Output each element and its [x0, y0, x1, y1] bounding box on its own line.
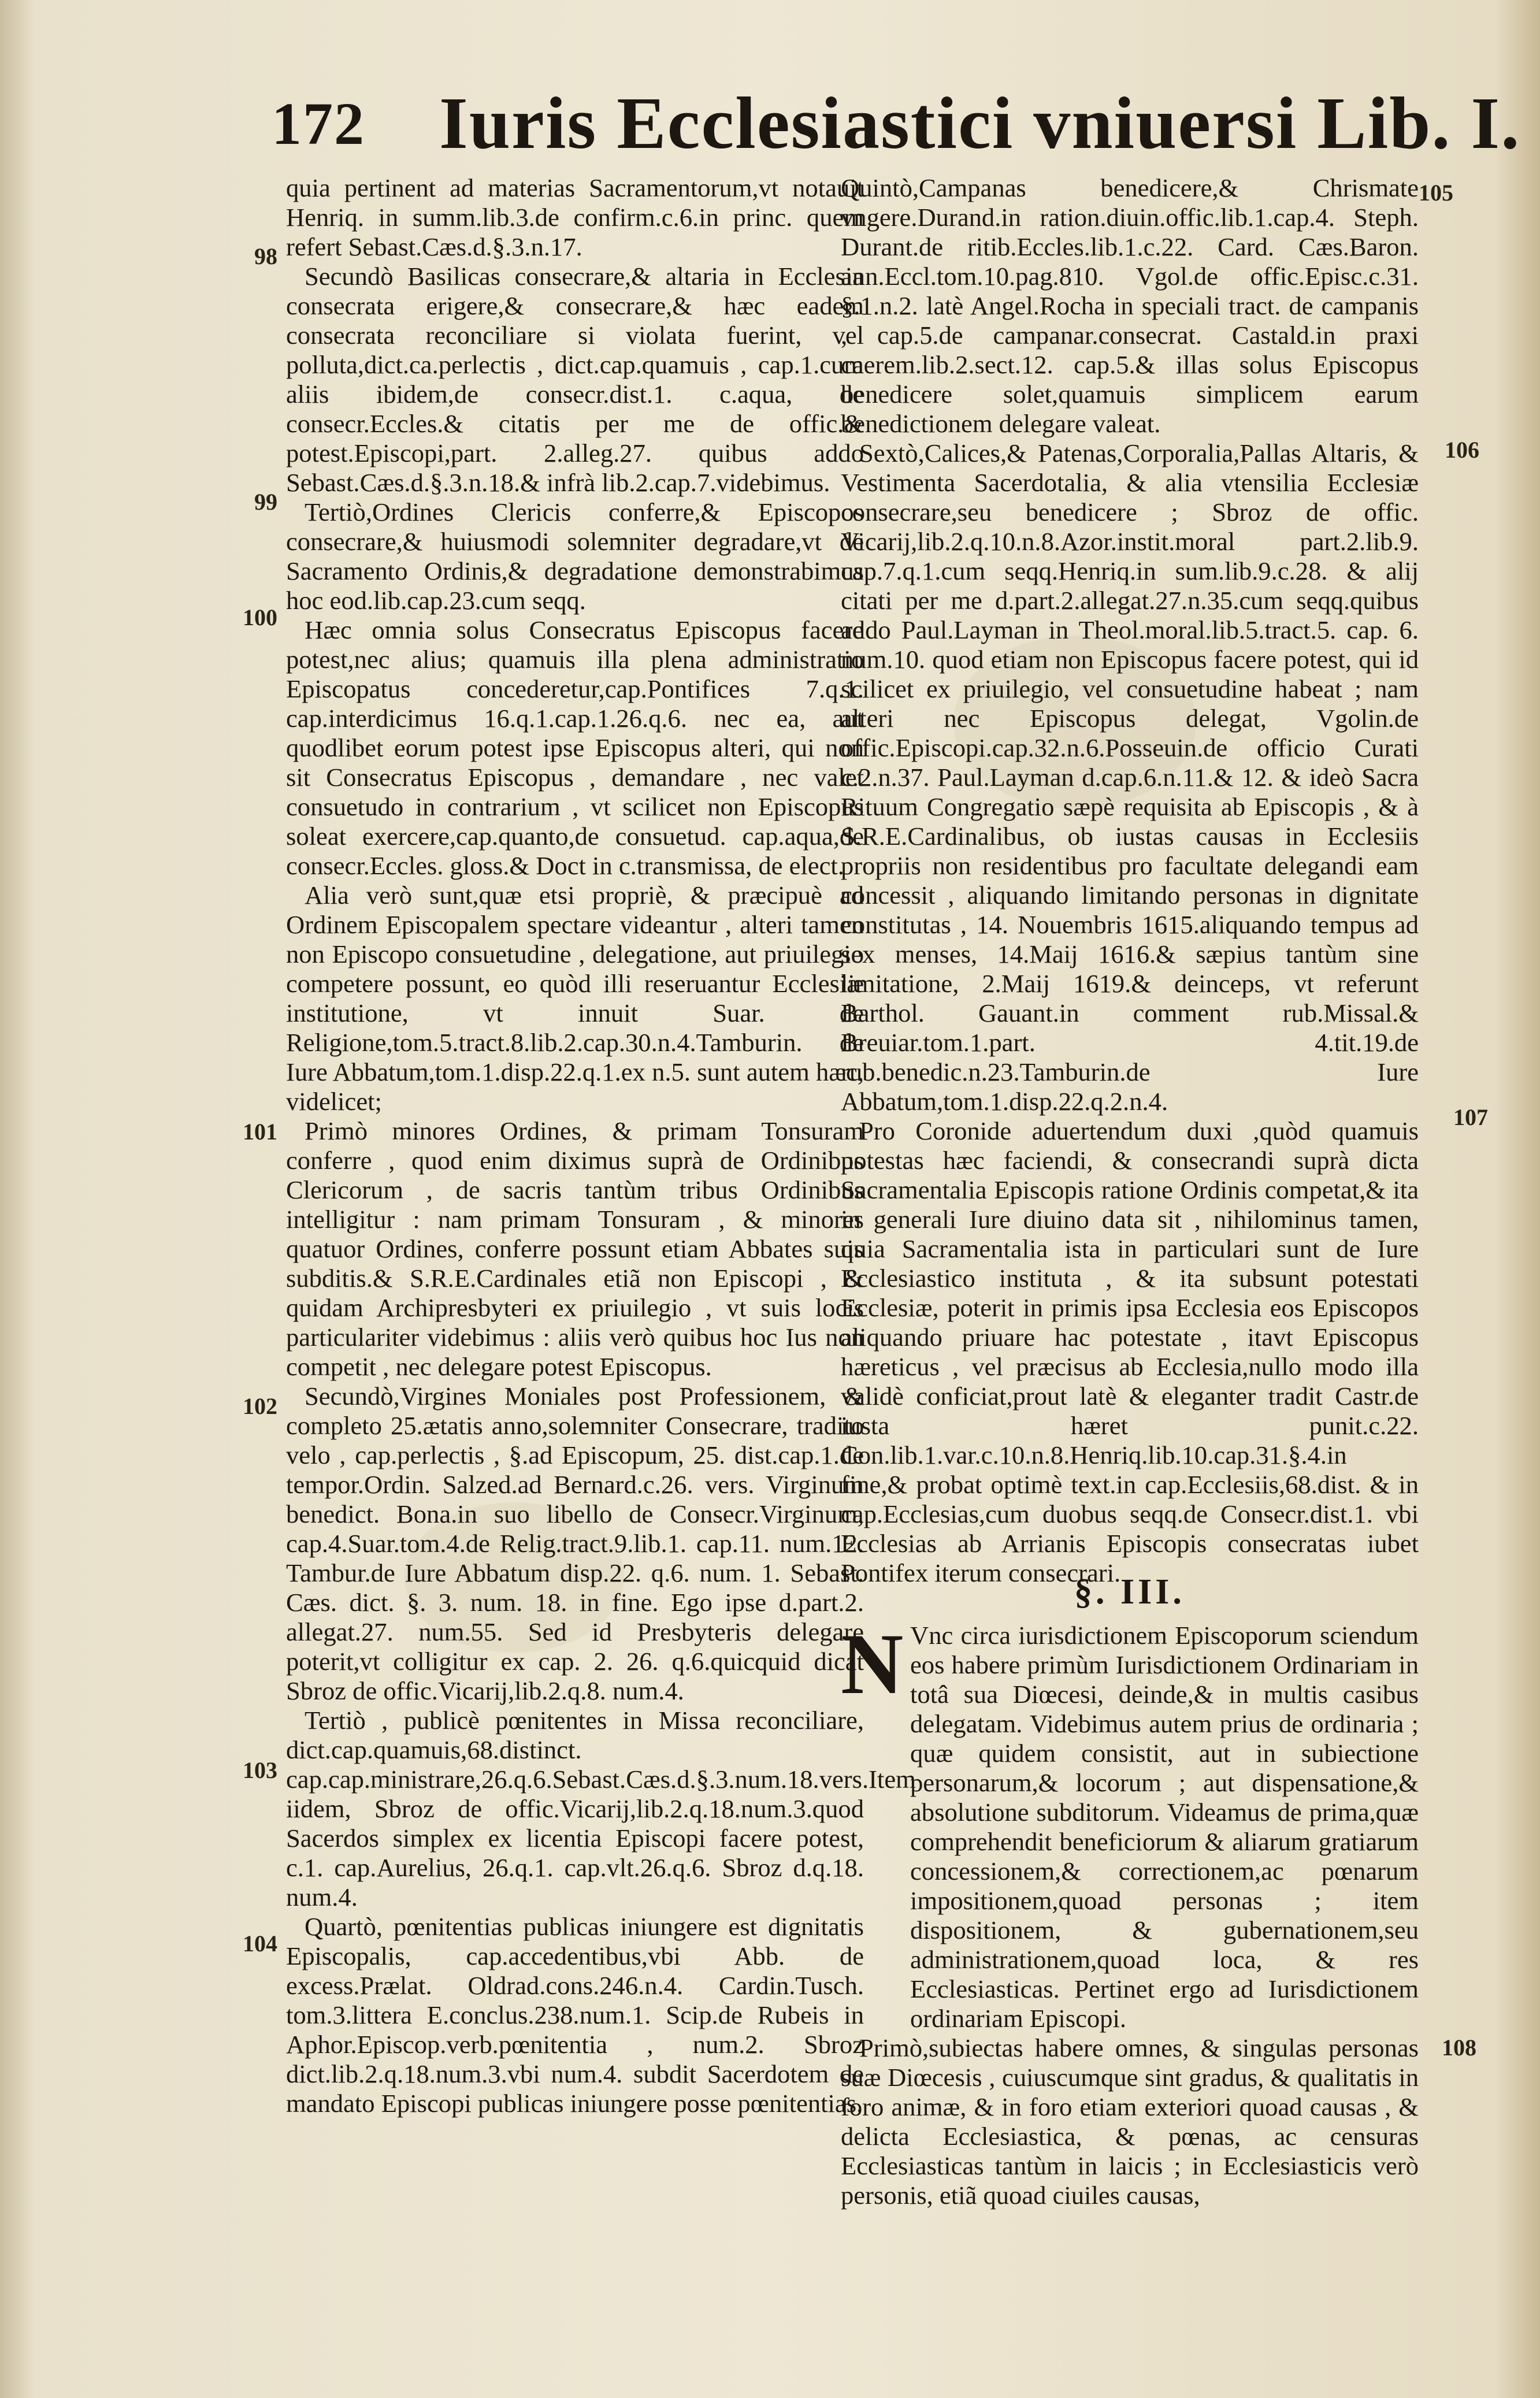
paragraph: Alia verò sunt,quæ etsi propriè, & præcipuè ad Ordinem Episcopalem spectare videantur , alteri tamen non Episcopo consuetudine , delegatione, aut priuilegio competere possunt, eo quòd illi reseruantur Ecclesiæ institutione, vt innuit Suar. de Religione,tom.5.tract.8.lib.2.cap.30.n.4.Tamburin. de Iure Abbatum,tom.1.disp.22.q.1.ex n.5. sunt autem hæc, videlicet; — [286, 881, 864, 1116]
right-column — [841, 173, 1419, 1588]
margin-number: 101 — [243, 1119, 277, 1145]
margin-number: 104 — [243, 1931, 277, 1957]
paragraph: Tertiò , publicè pœnitentes in Missa reconciliare, dict.cap.quamuis,68.distinct. cap.cap.ministrare,26.q.6.Sebast.Cæs.d.§.3.num.18.vers.Item iidem, Sbroz de offic.Vicarij,lib.2.q.18.num.3.quod Sacerdos simplex ex licentia Episcopi facere potest, c.1. cap.Aurelius, 26.q.1. cap.vlt.26.q.6. Sbroz d.q.18. num.4. — [286, 1706, 916, 1911]
paragraph: Tertiò,Ordines Clericis conferre,& Episcopos consecrare,& huiusmodi solemniter degradare,vt de Sacramento Ordinis,& degradatione demonstrabimus hoc eod.lib.cap.23.cum seqq. — [286, 498, 864, 615]
paragraph: Quintò,Campanas benedicere,& Chrismate vngere.Durand.in ration.diuin.offic.lib.1.cap.4. Steph. Durant.de ritib.Eccles.lib.1.c.22. Card. Cæs.Baron. ann.Eccl.tom.10.pag.810. Vgol.de offic.Episc.c.31. §.1.n.2. latè Angel.Rocha in speciali tract. de campanis , cap.5.de campanar.consecrat. Castald.in praxi caerem.lib.2.sect.12. cap.5.& illas solus Episcopus benedicere solet,quamuis simplicem earum benedictionem delegare valeat. — [841, 173, 1419, 438]
margin-number: 108 — [1442, 2035, 1476, 2061]
section-heading: §. III. — [1074, 1572, 1185, 1612]
margin-number: 100 — [243, 604, 277, 630]
section-body — [841, 1616, 1419, 2210]
running-title: Iuris Ecclesiastici vniuersi Lib. I. — [439, 82, 1521, 164]
margin-number: 105 — [1419, 180, 1453, 206]
paragraph: quia pertinent ad materias Sacramentorum,vt notauit Henriq. in summ.lib.3.de confirm.c.6.in princ. quem refert Sebast.Cæs.d.§.3.n.17. — [286, 173, 864, 261]
margin-number: 106 — [1445, 437, 1479, 463]
drop-cap: N — [841, 1616, 904, 1712]
left-column — [286, 173, 916, 2118]
paragraph: Secundò,Virgines Moniales post Professionem, & completo 25.ætatis anno,solemniter Consecrare, tradito velo , cap.perlectis , §.ad Episcopum, 25. dist.cap.1.de tempor.Ordin. Salzed.ad Bernard.c.26. vers. Virginum benedict. Bona.in suo libello de Consecr.Virginum, cap.4.Suar.tom.4.de Relig.tract.9.lib.1. cap.11. num.12. Tambur.de Iure Abbatum disp.22. q.6. num. 1. Sebast. Cæs. dict. §. 3. num. 18. in fine. Ego ipse d.part.2. allegat.27. num.55. Sed id Presbyteris delegare poterit,vt colligitur ex cap. 2. 26. q.6.quicquid dicat Sbroz de offic.Vicarij,lib.2.q.8. num.4. — [286, 1382, 864, 1705]
paragraph: Pro Coronide aduertendum duxi ,quòd quamuis potestas hæc faciendi, & consecrandi suprà dicta Sacramentalia Episcopis ratione Ordinis competat,& ita in generali Iure diuino data sit , nihilominus tamen, quia Sacramentalia ista in particulari sunt de Iure Ecclesiastico instituta , & ita subsunt potestati Ecclesiæ, poterit in primis ipsa Ecclesia eos Episcopos aliquando priuare hac potestate , itavt Episcopus hæreticus , vel præcisus ab Ecclesia,nullo modo illa validè conficiat,prout latè & eleganter tradit Castr.de iusta hæret punit.c.22. Con.lib.1.var.c.10.n.8.Henriq.lib.10.cap.31.§.4.in fine,& probat optimè text.in cap.Ecclesiis,68.dist. & in cap.Ecclesias,cum duobus seqq.de Consecr.dist.1. vbi Ecclesias ab Arrianis Episcopis consecratas iubet Pontifex iterum consecrari. — [841, 1116, 1419, 1587]
page-number: 172 — [272, 91, 365, 157]
margin-number: 99 — [254, 489, 277, 515]
margin-number: 107 — [1453, 1104, 1488, 1130]
paragraph: Vnc circa iurisdictionem Episcoporum sciendum eos habere primùm Iurisdictionem Ordinariam in totâ sua Diœcesi, deinde,& in multis casibus delegatam. Videbimus autem prius de ordinaria ; quæ quidem consistit, aut in subiectione personarum,& locorum ; aut dispensatione,& absolutione subditorum. Videamus de prima,quæ comprehendit beneficiorum & aliarum gratiarum concessionem,& correctionem,ac pœnarum impositionem,quoad personas ; item dispositionem, & gubernationem,seu administrationem,quoad loca, & res Ecclesiasticas. Pertinet ergo ad Iurisdictionem ordinariam Episcopi. — [910, 1621, 1419, 2033]
paragraph: Quartò, pœnitentias publicas iniungere est dignitatis Episcopalis, cap.accedentibus,vbi Abb. de excess.Prælat. Oldrad.cons.246.n.4. Cardin.Tusch. tom.3.littera E.conclus.238.num.1. Scip.de Rubeis in Aphor.Episcop.verb.pœnitentia , num.2. Sbroz dict.lib.2.q.18.num.3.vbi num.4. subdit Sacerdotem de mandato Episcopi publicas iniungere posse pœnitentias. — [286, 1912, 864, 2118]
margin-number: 102 — [243, 1393, 277, 1419]
margin-number: 103 — [243, 1757, 277, 1783]
paragraph: Hæc omnia solus Consecratus Episcopus facere potest,nec alius; quamuis illa plena administratio Episcopatus concederetur,cap.Pontifices 7.q.1. cap.interdicimus 16.q.1.cap.1.26.q.6. nec ea, aut quodlibet eorum potest ipse Episcopus alteri, qui non sit Consecratus Episcopus , demandare , nec valet consuetudo in contrarium , vt scilicet non Episcopus soleat exercere,cap.quanto,de consuetud. cap.aqua,de consecr.Eccles. gloss.& Doct in c.transmissa, de elect. — [286, 615, 864, 880]
paragraph: Primò,subiectas habere omnes, & singulas personas suæ Diœcesis , cuiuscumque sint gradus, & qualitatis in foro animæ, & in foro etiam exteriori quoad causas , & delicta Ecclesiastica, & pœnas, ac censuras Ecclesiasticas tantùm in laicis ; in Ecclesiasticis verò personis, etiã quoad ciuiles causas, — [841, 2033, 1419, 2210]
paragraph: Sextò,Calices,& Patenas,Corporalia,Pallas Altaris, & Vestimenta Sacerdotalia, & alia vtensilia Ecclesiæ consecrare,seu benedicere ; Sbroz de offic. Vicarij,lib.2.q.10.n.8.Azor.instit.moral part.2.lib.9. cap.7.q.1.cum seqq.Henriq.in sum.lib.9.c.28. & alij citati per me d.part.2.allegat.27.n.35.cum seqq.quibus addo Paul.Layman in Theol.moral.lib.5.tract.5. cap. 6. num.10. quod etiam non Episcopus facere potest, qui id scilicet ex priuilegio, vel consuetudine habeat ; nam alteri nec Episcopus delegat, Vgolin.de offic.Episcopi.cap.32.n.6.Posseuin.de officio Curati c.2.n.37. Paul.Layman d.cap.6.n.11.& 12. & ideò Sacra Rituum Congregatio sæpè requisita ab Episcopis , & à S.R.E.Cardinalibus, ob iustas causas in Ecclesiis propriis non residentibus pro facultate delegandi eam concessit , aliquando limitando personas in dignitate constitutas , 14. Nouembris 1615.aliquando tempus ad sex menses, 14.Maij 1616.& sæpius tantùm sine limitatione, 2.Maij 1619.& deinceps, vt referunt Barthol. Gauant.in comment rub.Missal.& Breuiar.tom.1.part. 4.tit.19.de rub.benedic.n.23.Tamburin.de Iure Abbatum,tom.1.disp.22.q.2.n.4. — [841, 439, 1419, 1116]
paragraph: Secundò Basilicas consecrare,& altaria in Ecclesia consecrata erigere,& consecrare,& hæc eadem consecrata reconciliare si violata fuerint, vel polluta,dict.ca.perlectis , dict.cap.quamuis , cap.1.cum aliis ibidem,de consecr.dist.1. c.aqua, de consecr.Eccles.& citatis per me de offic.& potest.Episcopi,part. 2.alleg.27. quibus addo Sebast.Cæs.d.§.3.n.18.& infrà lib.2.cap.7.videbimus. — [286, 262, 864, 497]
margin-number: 98 — [254, 243, 277, 269]
running-head — [272, 69, 1521, 168]
paragraph: Primò minores Ordines, & primam Tonsuram conferre , quod enim diximus suprà de Ordinibus Clericorum , de sacris tantùm tribus Ordinibus intelligitur : nam primam Tonsuram , & minores quatuor Ordines, conferre possunt etiam Abbates suis subditis.& S.R.E.Cardinales etiã non Episcopi , & quidam Archipresbyteri ex priuilegio , vt suis locis particulariter videbimus : aliis verò quibus hoc Ius non competit , nec delegare potest Episcopus. — [286, 1116, 864, 1381]
